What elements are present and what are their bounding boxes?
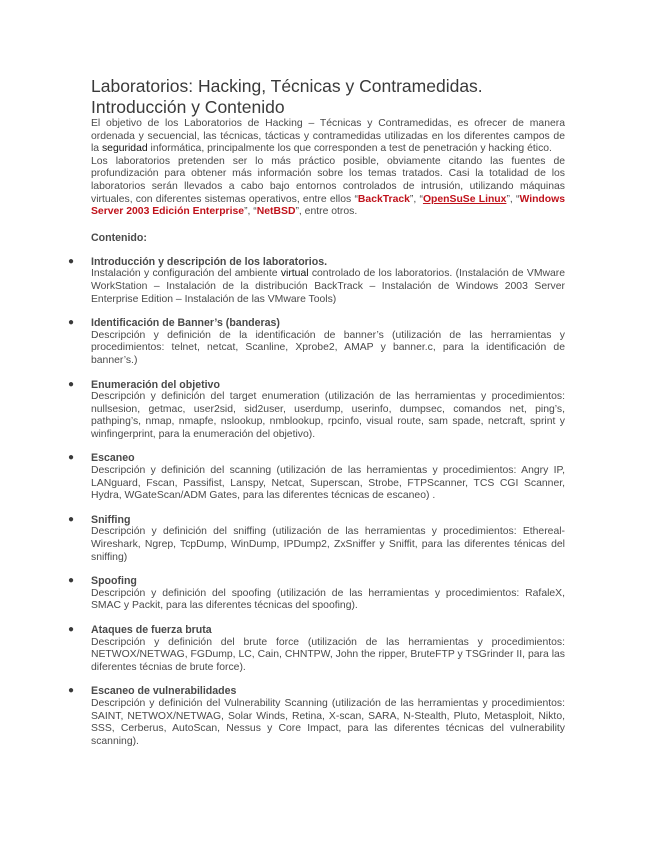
topic-description [91,268,565,306]
virtual-link[interactable]: virtual [280,268,309,280]
topic-desc-text: Instalación y configuración del ambiente [91,268,281,280]
bullet-icon: ● [68,624,75,635]
intro-text: informática, principalmente los que corresponden a test de penetración y hacking ético. [147,143,552,155]
seguridad-link[interactable]: seguridad [101,143,148,155]
bullet-icon: ● [68,378,75,390]
os-windows-server-link[interactable]: Windows Server 2003 Edición Enterprise [91,193,565,218]
bullet-icon: ● [68,513,75,525]
list-item [68,378,565,442]
separator: ”, “ [506,193,520,205]
topic-title: Escaneo de vulnerabilidades [91,685,237,698]
separator: ”, “ [409,193,423,205]
intro-text: ”, entre otros. [295,206,358,218]
topic-description: Descripción y definición del Vulnerability Scanning (utilización de las herramientas y procedimientos: SAINT, NETWOX/NETWAG, Solar Winds, Retina, X-scan, SARA, N-Stealth, Pluto, Metasploit, Nikto, SSS, Cerberus, AutoScan, Nessus y Core Impact, para las diferentes técnicas del vulnerability scanning). [91,697,565,747]
bullet-icon: ● [68,452,75,464]
topic-title: Sniffing [91,513,131,526]
bullet-icon: ● [68,685,75,697]
intro-text: El objetivo de los Laboratorios de Hacking – Técnicas y Contramedidas, es ofrecer de manera ordenada y secuencial, las técnicas, tácticas y contramedidas utilizadas en los diferentes campos de la [91,118,565,155]
topic-title: Spoofing [91,575,137,588]
list-item [68,452,565,502]
bullet-icon: ● [68,575,75,587]
topic-description: Descripción y definición del scanning (utilización de las herramientas y procedimientos: Angry IP, LANguard, Fscan, Passifist, Lanspy, Netcat, Superscan, Strobe, FTPScanner, TCS CGI Scanner, Hydra, WGateScan/ADM Gates, para las diferentes técnicas de escaneo) . [91,465,565,502]
topic-description: Descripción y definición de la identificación de banner’s (utilización de las herramientas y procedimientos: telnet, netcat, Scanline, Xprobe2, AMAP y banner.c, para la identificación de banner’s.) [91,329,565,366]
title-line-2: Introducción y Contenido [91,97,285,117]
topic-title: Identificación de Banner’s (banderas) [91,317,280,330]
topic-title: Ataques de fuerza bruta [91,624,212,636]
os-opensuse-link[interactable]: OpenSuSe Linux [422,193,507,205]
intro-text: Los laboratorios pretenden ser lo más práctico posible, obviamente citando las fuentes de profundización para obtener más información sobre los temas tratados. Casi la totalidad de los laboratorios serán llevados a cabo bajo entornos controlados de intrusión, utilizando máquinas virtuales, con diferentes sistemas operativos, entre ellos “ [91,155,565,205]
topic-description: Descripción y definición del brute force (utilización de las herramientas y procedimientos: NETWOX/NETWAG, FGDump, LC, Cain, CHNTPW, John the ripper, BruteFTP y TSGrinder II, para las diferentes técnias de brute force). [91,636,565,673]
topic-title: Escaneo [91,452,135,465]
list-item [68,317,565,367]
bullet-icon: ● [68,255,75,267]
list-item [68,624,565,674]
document-page [68,76,565,759]
list-item [68,255,565,306]
topics-list [68,255,565,749]
intro-paragraph-2 [91,156,565,219]
separator: ”, “ [244,206,257,218]
topic-title: Enumeración del objetivo [91,378,220,391]
title-line-1: Laboratorios: Hacking, Técnicas y Contramedidas. [91,76,483,96]
topic-description: Descripción y definición del target enumeration (utilización de las herramientas y procedimientos: nullsesion, getmac, user2sid, sid2user, userdump, userinfo, dumpsec, comandos net, ping’s, pathping’s, nmap, nmapfe, nslookup, nmblookup, rpcinfo, visual route, sam spade, netcraft, sprint y winfingerprint, para la enumeración del objetivo). [91,391,565,440]
list-item [68,513,565,564]
topic-desc-text: controlado de los laboratorios. (Instalación de VMware WorkStation – Instalación de la distribución BackTrack – Instalación de Windows 2003 Server Enterprise Edition – Instalación de las VMware Tools) [91,268,565,305]
os-netbsd-link[interactable]: NetBSD [256,206,296,218]
topic-title: Introducción y descripción de los laboratorios. [91,255,328,268]
bullet-icon: ● [68,317,75,329]
os-backtrack-link[interactable]: BackTrack [357,193,410,205]
list-item [68,575,565,613]
intro-paragraph-1 [91,118,565,156]
topic-description: Descripción y definición del sniffing (utilización de las herramientas y procedimientos: Ethereal-Wireshark, Ngrep, TcpDump, WinDump, IPDump2, ZxSniffer y Sniffit, para las diferentes ténicas del sniffing) [91,526,565,563]
list-item [68,685,565,748]
topic-description: Descripción y definición del spoofing (utilización de las herramientas y procedimientos: RafaleX, SMAC y Packit, para las diferentes técnicas del spoofing). [91,587,565,612]
contents-heading: Contenido: [91,231,147,244]
page-title [91,76,565,118]
